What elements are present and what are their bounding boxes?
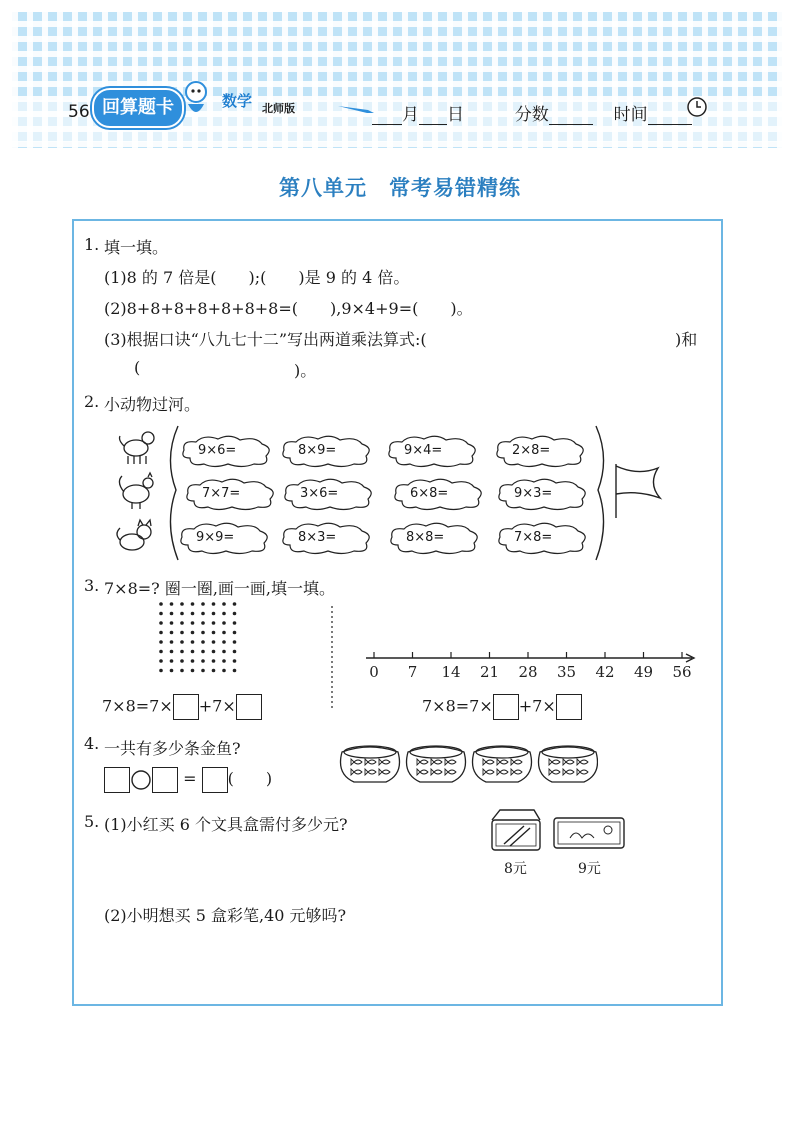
grid-dot	[212, 640, 216, 644]
fish-bowl-icon	[539, 746, 598, 782]
grid-dot	[159, 621, 163, 625]
grid-dot	[191, 669, 195, 673]
cat-icon	[117, 520, 151, 550]
q1-part3b-open: (	[134, 358, 141, 377]
grid-dot	[201, 612, 205, 616]
grid-dot	[191, 621, 195, 625]
grid-dot	[159, 669, 163, 673]
grid-dot	[233, 669, 237, 673]
cloud-stone	[278, 521, 374, 555]
unit-paren: ( )	[227, 769, 273, 788]
q1-part3: (3)根据口诀“八九七十二”写出两道乘法算式:(	[104, 330, 427, 349]
grid-dot	[233, 650, 237, 654]
fish-bowl-icon	[473, 746, 532, 782]
unit-title: 第八单元 常考易错精练	[279, 175, 521, 200]
q3-left-equation	[102, 694, 262, 720]
answer-box[interactable]	[236, 694, 262, 720]
subject-label: 数学	[222, 92, 253, 110]
grid-dot	[170, 631, 174, 635]
answer-box[interactable]	[173, 694, 199, 720]
grid-dot	[201, 631, 205, 635]
grid-dot	[212, 612, 216, 616]
q3-right-equation	[422, 694, 582, 720]
grid-dot	[159, 659, 163, 663]
eq-text: 7×8=7×	[422, 696, 493, 716]
cloud-stone	[280, 477, 376, 511]
grid-dot	[191, 659, 195, 663]
grid-dot	[170, 612, 174, 616]
grid-dot	[201, 669, 205, 673]
grid-dot	[159, 640, 163, 644]
cloud-stone	[278, 434, 374, 468]
grid-dot	[222, 669, 226, 673]
pencil-icon	[336, 102, 376, 114]
q4-equation	[104, 766, 272, 793]
grid-dot	[201, 602, 205, 606]
grid-dot	[233, 640, 237, 644]
grid-dot	[222, 631, 226, 635]
answer-box[interactable]	[556, 694, 582, 720]
cloud-stone	[384, 434, 480, 468]
dotted-divider	[330, 606, 334, 710]
grid-dot	[201, 659, 205, 663]
grid-dot	[222, 650, 226, 654]
q1-number: 1.	[84, 235, 100, 254]
edition-label: 北师版	[262, 102, 295, 115]
eq-text: +7×	[518, 696, 556, 716]
rooster-icon	[119, 473, 153, 509]
grid-dot	[180, 612, 184, 616]
cloud-expr: 9×4=	[404, 443, 443, 458]
mascot-icon	[180, 80, 212, 122]
animals-group	[114, 426, 162, 556]
number-line-label: 35	[556, 663, 577, 681]
score-label: 分数	[514, 105, 549, 125]
q5-part2: (2)小明想买 5 盒彩笔,40 元够吗?	[104, 906, 347, 925]
answer-box[interactable]	[104, 767, 130, 793]
dot-grid	[156, 600, 242, 676]
grid-dot	[180, 659, 184, 663]
grid-dot	[180, 621, 184, 625]
grid-dot	[201, 621, 205, 625]
number-line-label: 14	[441, 663, 461, 681]
q3-number: 3.	[84, 576, 100, 595]
cloud-stone	[386, 521, 482, 555]
number-line-label: 21	[479, 663, 500, 681]
cloud-expr: 9×9=	[196, 530, 235, 545]
grid-dot	[222, 640, 226, 644]
clock-icon	[686, 96, 708, 118]
score-blank	[549, 108, 593, 125]
cloud-stone	[494, 521, 590, 555]
answer-box[interactable]	[493, 694, 519, 720]
number-line	[362, 650, 698, 684]
fish-bowl-icon	[407, 746, 466, 782]
grid-dot	[233, 602, 237, 606]
cloud-expr: 6×8=	[410, 486, 449, 501]
grid-dot	[180, 650, 184, 654]
eq-text: 7×8=7×	[102, 696, 173, 716]
q4-prompt: 一共有多少条金鱼?	[104, 739, 241, 758]
grid-dot	[222, 659, 226, 663]
grid-dot	[212, 659, 216, 663]
cloud-stone	[390, 477, 486, 511]
cloud-expr: 7×7=	[202, 486, 241, 501]
grid-dot	[222, 612, 226, 616]
cloud-stone	[492, 434, 588, 468]
grid-dot	[170, 659, 174, 663]
q1-part3-and: )和	[675, 330, 698, 349]
grid-dot	[222, 602, 226, 606]
grid-dot	[159, 650, 163, 654]
grid-dot	[212, 621, 216, 625]
dog-icon	[120, 432, 155, 464]
fish-bowl-icon	[341, 746, 400, 782]
grid-dot	[180, 602, 184, 606]
header-fields	[372, 100, 692, 125]
month-label: 月	[402, 105, 419, 125]
grid-dot	[170, 602, 174, 606]
grid-dot	[170, 650, 174, 654]
cloud-expr: 3×6=	[300, 486, 339, 501]
cloud-stone	[178, 434, 274, 468]
grid-dot	[159, 602, 163, 606]
month-blank	[372, 108, 402, 125]
cloud-expr: 9×3=	[514, 486, 553, 501]
cloud-expr: 8×8=	[406, 530, 445, 545]
grid-dot	[233, 621, 237, 625]
q2-prompt: 小动物过河。	[104, 395, 201, 414]
grid-dot	[212, 669, 216, 673]
marker-box-icon	[552, 814, 626, 852]
day-label: 日	[447, 105, 464, 125]
series-logo: 回算题卡	[92, 88, 184, 128]
q1-prompt: 填一填。	[104, 238, 169, 257]
equals-sign: =	[183, 769, 197, 788]
q1-part1: (1)8 的 7 倍是( );( )是 9 的 4 倍。	[104, 268, 410, 287]
grid-dot	[212, 650, 216, 654]
grid-dot	[212, 631, 216, 635]
flag-icon	[608, 460, 664, 520]
grid-dot	[233, 612, 237, 616]
grid-dot	[170, 640, 174, 644]
price-label: 8元	[504, 861, 527, 877]
q2-number: 2.	[84, 392, 100, 411]
operator-circle-icon[interactable]	[130, 769, 152, 791]
number-line-label: 28	[518, 663, 538, 681]
q5-part1: (1)小红买 6 个文具盒需付多少元?	[104, 815, 348, 834]
cloud-stone	[176, 521, 272, 555]
grid-dot	[180, 631, 184, 635]
cloud-stone	[182, 477, 278, 511]
page-number: 56	[68, 102, 90, 122]
grid-dot	[191, 612, 195, 616]
grid-dot	[212, 602, 216, 606]
fish-bowls	[338, 740, 598, 786]
grid-dot	[180, 640, 184, 644]
day-blank	[419, 108, 447, 125]
cloud-expr: 2×8=	[512, 443, 551, 458]
grid-dot	[201, 640, 205, 644]
grid-dot	[191, 602, 195, 606]
eq-text: +7×	[198, 696, 236, 716]
grid-dot	[201, 650, 205, 654]
number-line-label: 42	[595, 663, 615, 681]
cloud-expr: 8×3=	[298, 530, 337, 545]
number-line-label: 0	[369, 663, 379, 681]
time-label: 时间	[613, 105, 648, 125]
q1-part3b-close: )。	[294, 361, 317, 380]
answer-box[interactable]	[152, 767, 178, 793]
number-line-label: 7	[407, 663, 418, 681]
q3-prompt: 7×8=? 圈一圈,画一画,填一填。	[104, 579, 336, 598]
grid-dot	[191, 640, 195, 644]
grid-dot	[170, 621, 174, 625]
grid-dot	[159, 612, 163, 616]
cloud-expr: 8×9=	[298, 443, 337, 458]
grid-dot	[180, 669, 184, 673]
grid-dot	[159, 631, 163, 635]
q1-part2: (2)8+8+8+8+8+8+8=( ),9×4+9=( )。	[104, 299, 473, 318]
cloud-expr: 9×6=	[198, 443, 237, 458]
answer-box[interactable]	[202, 767, 228, 793]
pencil-case-icon	[490, 808, 542, 854]
price-label: 9元	[578, 861, 601, 877]
grid-dot	[222, 621, 226, 625]
number-line-label: 49	[633, 663, 654, 681]
q5-number: 5.	[84, 812, 100, 831]
cloud-stone	[494, 477, 590, 511]
q4-number: 4.	[84, 734, 100, 753]
grid-dot	[191, 631, 195, 635]
cloud-expr: 7×8=	[514, 530, 553, 545]
number-line-label: 56	[672, 663, 692, 681]
grid-dot	[191, 650, 195, 654]
grid-dot	[233, 631, 237, 635]
grid-dot	[233, 659, 237, 663]
grid-dot	[170, 669, 174, 673]
